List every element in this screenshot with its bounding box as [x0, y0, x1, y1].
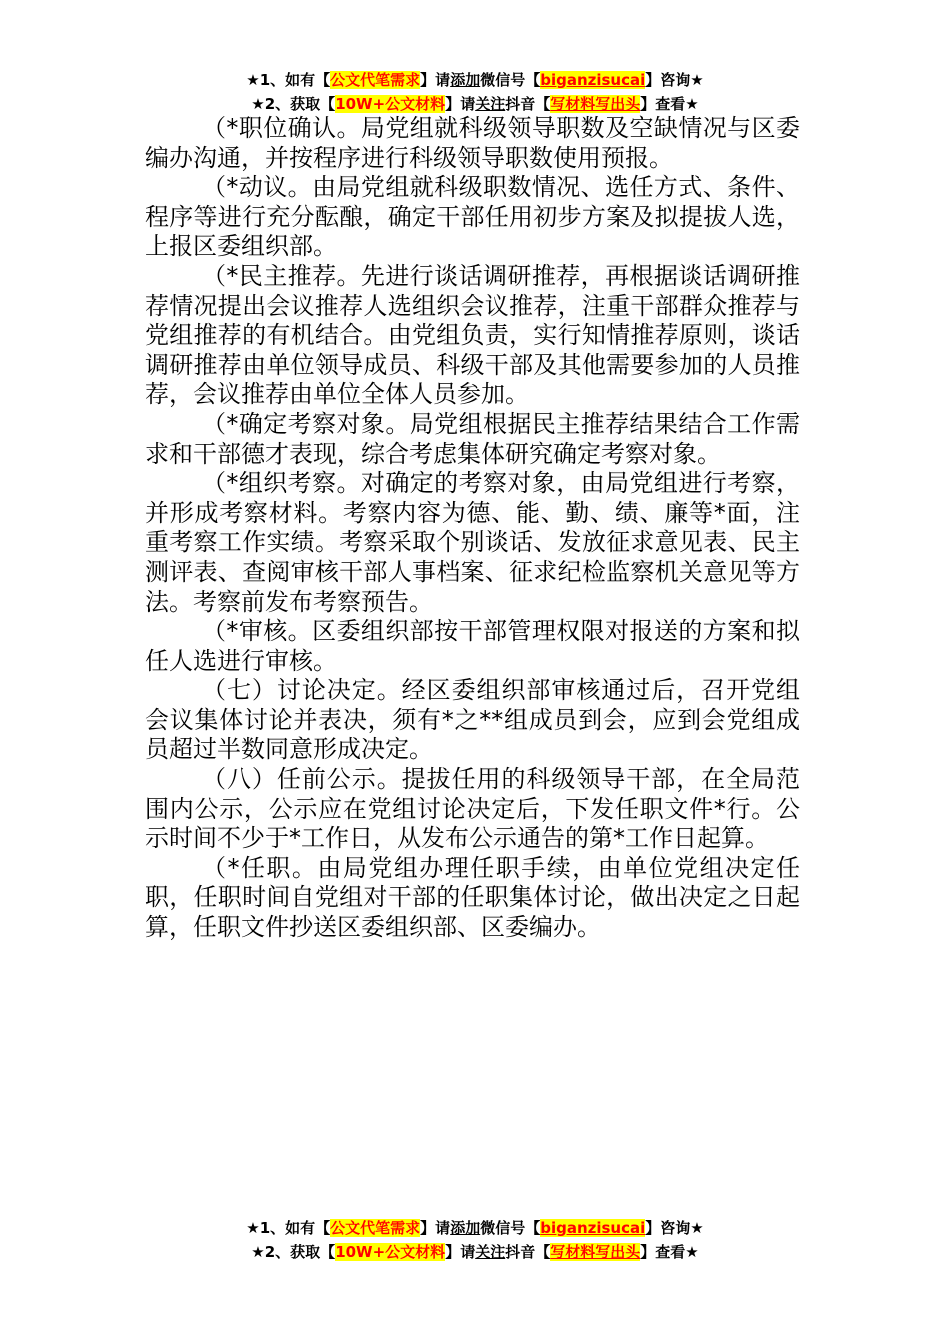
banner-line1-highlight-wechat: biganzisucai: [540, 71, 646, 89]
footer-line2-prefix: ★2、获取【: [251, 1243, 336, 1261]
banner-line2-highlight-douyin: 写材料写出头: [550, 95, 641, 113]
footer-line1-mid: 】请: [420, 1219, 451, 1237]
banner-line-1: [0, 68, 950, 92]
banner-line1-mid: 】请: [420, 71, 451, 89]
footer-line2-mid: 】请: [445, 1243, 476, 1261]
paragraph-discussion-decision: （七）讨论决定。经区委组织部审核通过后，召开党组会议集体讨论并表决，须有*之**组成员到会，应到会党组成员超过半数同意形成决定。: [145, 676, 800, 764]
footer-line2-mid2: 抖音【: [505, 1243, 551, 1261]
banner-line1-bold-word: 添加: [450, 71, 481, 89]
header-banner: [0, 68, 950, 116]
banner-line2-suffix: 】查看★: [640, 95, 699, 113]
footer-banner: [0, 1216, 950, 1264]
footer-line2-bold-word: 关注: [475, 1243, 506, 1261]
footer-line2-highlight-douyin: 写材料写出头: [550, 1243, 641, 1261]
banner-line1-prefix: ★1、如有【: [246, 71, 331, 89]
banner-line1-mid2: 微信号【: [480, 71, 541, 89]
paragraph-organizational-inspection: （*组织考察。对确定的考察对象，由局党组进行考察，并形成考察材料。考察内容为德、能、勤、绩、廉等*面，注重考察工作实绩。考察采取个别谈话、发放征求意见表、民主测评表、查阅审核干部人事档案、征求纪检监察机关意见等方法。考察前发布考察预告。: [145, 469, 800, 616]
footer-line1-prefix: ★1、如有【: [246, 1219, 331, 1237]
banner-line2-mid: 】请: [445, 95, 476, 113]
footer-line2-highlight-materials: 10W+公文材料: [335, 1243, 446, 1261]
footer-line1-mid2: 微信号【: [480, 1219, 541, 1237]
footer-line1-highlight-service: 公文代笔需求: [330, 1219, 421, 1237]
banner-line2-prefix: ★2、获取【: [251, 95, 336, 113]
paragraph-determine-candidates: （*确定考察对象。局党组根据民主推荐结果结合工作需求和干部德才表现，综合考虑集体研究确定考察对象。: [145, 409, 800, 468]
paragraph-public-notice: （八）任前公示。提拔任用的科级领导干部，在全局范围内公示，公示应在党组讨论决定后，下发任职文件*行。公示时间不少于*工作日，从发布公示通告的第*工作日起算。: [145, 765, 800, 853]
banner-line1-suffix: 】咨询★: [645, 71, 704, 89]
banner-line2-bold-word: 关注: [475, 95, 506, 113]
footer-line1-bold-word: 添加: [450, 1219, 481, 1237]
banner-line-2: [0, 92, 950, 116]
banner-line2-highlight-materials: 10W+公文材料: [335, 95, 446, 113]
paragraph-position-confirmation: （*职位确认。局党组就科级领导职数及空缺情况与区委编办沟通，并按程序进行科级领导职数使用预报。: [145, 114, 800, 172]
footer-banner-line-2: [0, 1240, 950, 1264]
paragraph-democratic-recommendation: （*民主推荐。先进行谈话调研推荐，再根据谈话调研推荐情况提出会议推荐人选组织会议推荐，注重干部群众推荐与党组推荐的有机结合。由党组负责，实行知情推荐原则，谈话调研推荐由单位领导成员、科级干部及其他需要参加的人员推荐，会议推荐由单位全体人员参加。: [145, 261, 800, 409]
banner-line1-highlight-service: 公文代笔需求: [330, 71, 421, 89]
footer-line1-suffix: 】咨询★: [645, 1219, 704, 1237]
footer-line1-highlight-wechat: biganzisucai: [540, 1219, 646, 1237]
paragraph-review: （*审核。区委组织部按干部管理权限对报送的方案和拟任人选进行审核。: [145, 617, 800, 675]
footer-banner-line-1: [0, 1216, 950, 1240]
paragraph-appointment: （*任职。由局党组办理任职手续，由单位党组决定任职，任职时间自党组对干部的任职集体讨论，做出决定之日起算，任职文件抄送区委组织部、区委编办。: [145, 853, 800, 942]
paragraph-motion: （*动议。由局党组就科级职数情况、选任方式、条件、程序等进行充分酝酿，确定干部任用初步方案及拟提拔人选，上报区委组织部。: [145, 173, 800, 261]
banner-line2-mid2: 抖音【: [505, 95, 551, 113]
document-body: [145, 114, 800, 943]
footer-line2-suffix: 】查看★: [640, 1243, 699, 1261]
